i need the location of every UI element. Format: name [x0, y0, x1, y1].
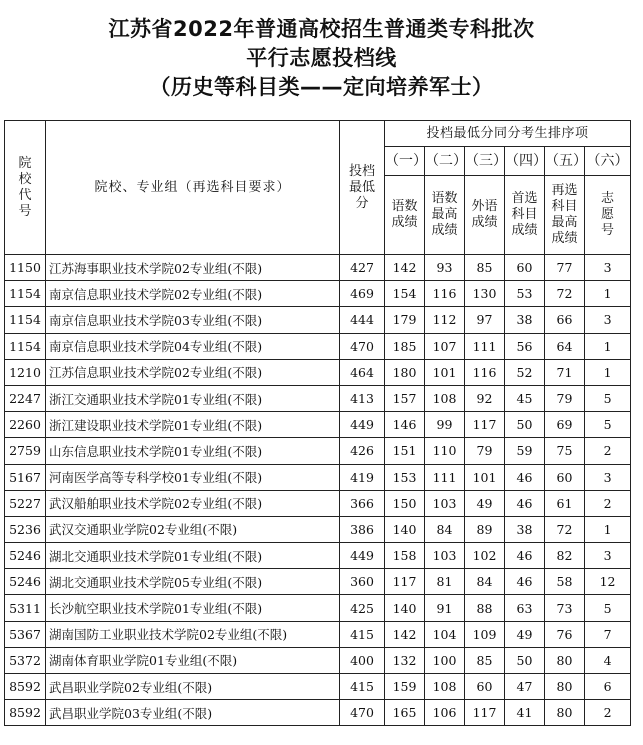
cell-preference-no: 3 — [585, 255, 631, 281]
header-subnum: （四） — [505, 147, 545, 176]
cell-second-subject-max: 75 — [545, 438, 585, 464]
table-row — [5, 647, 631, 673]
cell-foreign-language: 97 — [465, 307, 505, 333]
cell-first-subject: 60 — [505, 255, 545, 281]
cell-foreign-language: 101 — [465, 464, 505, 490]
cell-chinese-math: 153 — [385, 464, 425, 490]
cell-chinese-math: 158 — [385, 543, 425, 569]
table-row — [5, 674, 631, 700]
cell-code: 8592 — [5, 674, 46, 700]
table-row — [5, 543, 631, 569]
cell-chinese-math: 142 — [385, 255, 425, 281]
cell-chinese-math: 151 — [385, 438, 425, 464]
cell-first-subject: 56 — [505, 333, 545, 359]
cell-chinese-math: 180 — [385, 359, 425, 385]
cell-foreign-language: 49 — [465, 490, 505, 516]
table-row — [5, 700, 631, 726]
cell-min-score: 449 — [340, 543, 385, 569]
table-row — [5, 490, 631, 516]
cell-code: 2247 — [5, 385, 46, 411]
cell-min-score: 415 — [340, 674, 385, 700]
cell-chinese-math: 132 — [385, 647, 425, 673]
cell-first-subject: 53 — [505, 281, 545, 307]
cell-preference-no: 12 — [585, 569, 631, 595]
cell-second-subject-max: 58 — [545, 569, 585, 595]
cell-preference-no: 4 — [585, 647, 631, 673]
cell-second-subject-max: 80 — [545, 647, 585, 673]
cell-code: 5227 — [5, 490, 46, 516]
header-subnum: （五） — [545, 147, 585, 176]
cell-first-subject: 63 — [505, 595, 545, 621]
header-sublabel: 语数最高成绩 — [425, 176, 465, 255]
cell-chinese-math: 140 — [385, 595, 425, 621]
cell-first-subject: 46 — [505, 569, 545, 595]
page-title-line2: 平行志愿投档线 — [246, 46, 397, 70]
table-row — [5, 412, 631, 438]
cell-preference-no: 2 — [585, 700, 631, 726]
page-title-line1: 江苏省2022年普通高校招生普通类专科批次 — [108, 17, 535, 41]
table-row — [5, 464, 631, 490]
cell-preference-no: 1 — [585, 333, 631, 359]
table-row — [5, 595, 631, 621]
cell-name: 武昌职业学院02专业组(不限) — [46, 674, 340, 700]
cell-min-score: 360 — [340, 569, 385, 595]
table-body — [5, 255, 631, 726]
cell-second-subject-max: 72 — [545, 281, 585, 307]
header-subnum: （二） — [425, 147, 465, 176]
cell-name: 浙江交通职业技术学院01专业组(不限) — [46, 385, 340, 411]
cell-name: 江苏信息职业技术学院02专业组(不限) — [46, 359, 340, 385]
cell-foreign-language: 117 — [465, 700, 505, 726]
cell-second-subject-max: 69 — [545, 412, 585, 438]
cell-preference-no: 1 — [585, 516, 631, 542]
cell-min-score: 469 — [340, 281, 385, 307]
cell-code: 1150 — [5, 255, 46, 281]
cell-name: 山东信息职业技术学院01专业组(不限) — [46, 438, 340, 464]
cell-code: 8592 — [5, 700, 46, 726]
cell-name: 南京信息职业技术学院03专业组(不限) — [46, 307, 340, 333]
cell-min-score: 425 — [340, 595, 385, 621]
table-row — [5, 359, 631, 385]
cell-name: 湖南体育职业学院01专业组(不限) — [46, 647, 340, 673]
cell-chinese-math: 157 — [385, 385, 425, 411]
cell-code: 1154 — [5, 281, 46, 307]
cell-chinese-math: 117 — [385, 569, 425, 595]
cell-code: 2260 — [5, 412, 46, 438]
page-title-line3: （历史等科目类——定向培养军士） — [149, 75, 494, 99]
cell-name: 武昌职业学院03专业组(不限) — [46, 700, 340, 726]
cell-name: 浙江建设职业技术学院01专业组(不限) — [46, 412, 340, 438]
cell-min-score: 415 — [340, 621, 385, 647]
cell-chinese-math: 159 — [385, 674, 425, 700]
cell-foreign-language: 117 — [465, 412, 505, 438]
cell-name: 武汉船舶职业技术学院02专业组(不限) — [46, 490, 340, 516]
table-row — [5, 385, 631, 411]
cell-second-subject-max: 66 — [545, 307, 585, 333]
cell-foreign-language: 89 — [465, 516, 505, 542]
cell-first-subject: 46 — [505, 464, 545, 490]
cell-foreign-language: 130 — [465, 281, 505, 307]
cell-first-subject: 49 — [505, 621, 545, 647]
cell-code: 5167 — [5, 464, 46, 490]
cell-first-subject: 38 — [505, 516, 545, 542]
cell-name: 长沙航空职业技术学院01专业组(不限) — [46, 595, 340, 621]
cell-foreign-language: 92 — [465, 385, 505, 411]
cell-foreign-language: 60 — [465, 674, 505, 700]
cell-second-subject-max: 61 — [545, 490, 585, 516]
cell-min-score: 444 — [340, 307, 385, 333]
cell-second-subject-max: 71 — [545, 359, 585, 385]
cell-code: 1154 — [5, 307, 46, 333]
table-row — [5, 621, 631, 647]
cell-code: 1210 — [5, 359, 46, 385]
cell-first-subject: 50 — [505, 412, 545, 438]
cell-second-subject-max: 79 — [545, 385, 585, 411]
header-sublabel: 再选科目最高成绩 — [545, 176, 585, 255]
header-sublabel: 外语成绩 — [465, 176, 505, 255]
cell-preference-no: 1 — [585, 281, 631, 307]
cell-name: 湖南国防工业职业技术学院02专业组(不限) — [46, 621, 340, 647]
header-subnum: （一） — [385, 147, 425, 176]
cell-chinese-math-max: 103 — [425, 490, 465, 516]
cell-second-subject-max: 60 — [545, 464, 585, 490]
header-sublabel: 首选科目成绩 — [505, 176, 545, 255]
cell-second-subject-max: 76 — [545, 621, 585, 647]
cell-foreign-language: 116 — [465, 359, 505, 385]
cell-foreign-language: 111 — [465, 333, 505, 359]
cell-preference-no: 2 — [585, 438, 631, 464]
header-subnum: （三） — [465, 147, 505, 176]
cell-name: 南京信息职业技术学院02专业组(不限) — [46, 281, 340, 307]
cell-chinese-math: 146 — [385, 412, 425, 438]
header-sublabel: 语数成绩 — [385, 176, 425, 255]
cell-chinese-math-max: 103 — [425, 543, 465, 569]
cell-min-score: 400 — [340, 647, 385, 673]
header-tiebreak-group: 投档最低分同分考生排序项 — [385, 121, 631, 147]
cell-code: 5246 — [5, 569, 46, 595]
cell-chinese-math-max: 108 — [425, 674, 465, 700]
cell-second-subject-max: 82 — [545, 543, 585, 569]
cell-min-score: 470 — [340, 333, 385, 359]
cell-first-subject: 50 — [505, 647, 545, 673]
cell-chinese-math-max: 108 — [425, 385, 465, 411]
cell-first-subject: 46 — [505, 543, 545, 569]
cell-preference-no: 3 — [585, 464, 631, 490]
cell-foreign-language: 85 — [465, 647, 505, 673]
cell-chinese-math: 154 — [385, 281, 425, 307]
cell-chinese-math: 185 — [385, 333, 425, 359]
table-row — [5, 516, 631, 542]
cell-code: 5246 — [5, 543, 46, 569]
cell-name: 江苏海事职业技术学院02专业组(不限) — [46, 255, 340, 281]
cell-first-subject: 46 — [505, 490, 545, 516]
cell-chinese-math-max: 100 — [425, 647, 465, 673]
cell-code: 5311 — [5, 595, 46, 621]
header-sublabel: 志愿号 — [585, 176, 631, 255]
cell-foreign-language: 84 — [465, 569, 505, 595]
cell-second-subject-max: 77 — [545, 255, 585, 281]
cell-preference-no: 6 — [585, 674, 631, 700]
cell-min-score: 464 — [340, 359, 385, 385]
admission-score-table — [4, 120, 631, 726]
cell-chinese-math-max: 107 — [425, 333, 465, 359]
cell-min-score: 413 — [340, 385, 385, 411]
cell-first-subject: 38 — [505, 307, 545, 333]
cell-min-score: 366 — [340, 490, 385, 516]
cell-name: 南京信息职业技术学院04专业组(不限) — [46, 333, 340, 359]
cell-chinese-math: 179 — [385, 307, 425, 333]
cell-chinese-math-max: 112 — [425, 307, 465, 333]
cell-code: 5372 — [5, 647, 46, 673]
cell-name: 湖北交通职业技术学院05专业组(不限) — [46, 569, 340, 595]
cell-preference-no: 3 — [585, 307, 631, 333]
cell-code: 1154 — [5, 333, 46, 359]
cell-chinese-math-max: 91 — [425, 595, 465, 621]
cell-chinese-math: 165 — [385, 700, 425, 726]
header-subnum: （六） — [585, 147, 631, 176]
cell-first-subject: 45 — [505, 385, 545, 411]
cell-foreign-language: 109 — [465, 621, 505, 647]
table-row — [5, 255, 631, 281]
cell-preference-no: 1 — [585, 359, 631, 385]
cell-preference-no: 5 — [585, 385, 631, 411]
cell-chinese-math: 142 — [385, 621, 425, 647]
cell-second-subject-max: 64 — [545, 333, 585, 359]
cell-preference-no: 5 — [585, 412, 631, 438]
cell-chinese-math-max: 93 — [425, 255, 465, 281]
cell-min-score: 419 — [340, 464, 385, 490]
cell-second-subject-max: 80 — [545, 700, 585, 726]
cell-first-subject: 52 — [505, 359, 545, 385]
cell-chinese-math-max: 111 — [425, 464, 465, 490]
cell-min-score: 470 — [340, 700, 385, 726]
cell-chinese-math: 140 — [385, 516, 425, 542]
cell-code: 2759 — [5, 438, 46, 464]
cell-name: 武汉交通职业学院02专业组(不限) — [46, 516, 340, 542]
cell-chinese-math-max: 116 — [425, 281, 465, 307]
cell-chinese-math-max: 99 — [425, 412, 465, 438]
table-row — [5, 333, 631, 359]
cell-foreign-language: 102 — [465, 543, 505, 569]
table-row — [5, 569, 631, 595]
cell-first-subject: 47 — [505, 674, 545, 700]
cell-min-score: 449 — [340, 412, 385, 438]
cell-preference-no: 5 — [585, 595, 631, 621]
cell-min-score: 386 — [340, 516, 385, 542]
cell-preference-no: 2 — [585, 490, 631, 516]
cell-foreign-language: 85 — [465, 255, 505, 281]
cell-code: 5367 — [5, 621, 46, 647]
cell-chinese-math-max: 84 — [425, 516, 465, 542]
cell-second-subject-max: 80 — [545, 674, 585, 700]
cell-min-score: 426 — [340, 438, 385, 464]
cell-second-subject-max: 73 — [545, 595, 585, 621]
cell-name: 河南医学高等专科学校01专业组(不限) — [46, 464, 340, 490]
cell-preference-no: 3 — [585, 543, 631, 569]
cell-foreign-language: 79 — [465, 438, 505, 464]
cell-min-score: 427 — [340, 255, 385, 281]
table-row — [5, 438, 631, 464]
cell-code: 5236 — [5, 516, 46, 542]
table-row — [5, 281, 631, 307]
cell-chinese-math-max: 110 — [425, 438, 465, 464]
cell-chinese-math-max: 106 — [425, 700, 465, 726]
header-min-score: 投档最低分 — [340, 121, 385, 255]
header-code: 院校代号 — [5, 121, 46, 255]
cell-foreign-language: 88 — [465, 595, 505, 621]
cell-preference-no: 7 — [585, 621, 631, 647]
table-row — [5, 307, 631, 333]
cell-chinese-math-max: 101 — [425, 359, 465, 385]
cell-second-subject-max: 72 — [545, 516, 585, 542]
cell-first-subject: 59 — [505, 438, 545, 464]
cell-chinese-math: 150 — [385, 490, 425, 516]
cell-first-subject: 41 — [505, 700, 545, 726]
cell-name: 湖北交通职业技术学院01专业组(不限) — [46, 543, 340, 569]
cell-chinese-math-max: 104 — [425, 621, 465, 647]
cell-chinese-math-max: 81 — [425, 569, 465, 595]
header-name: 院校、专业组（再选科目要求） — [46, 121, 340, 255]
